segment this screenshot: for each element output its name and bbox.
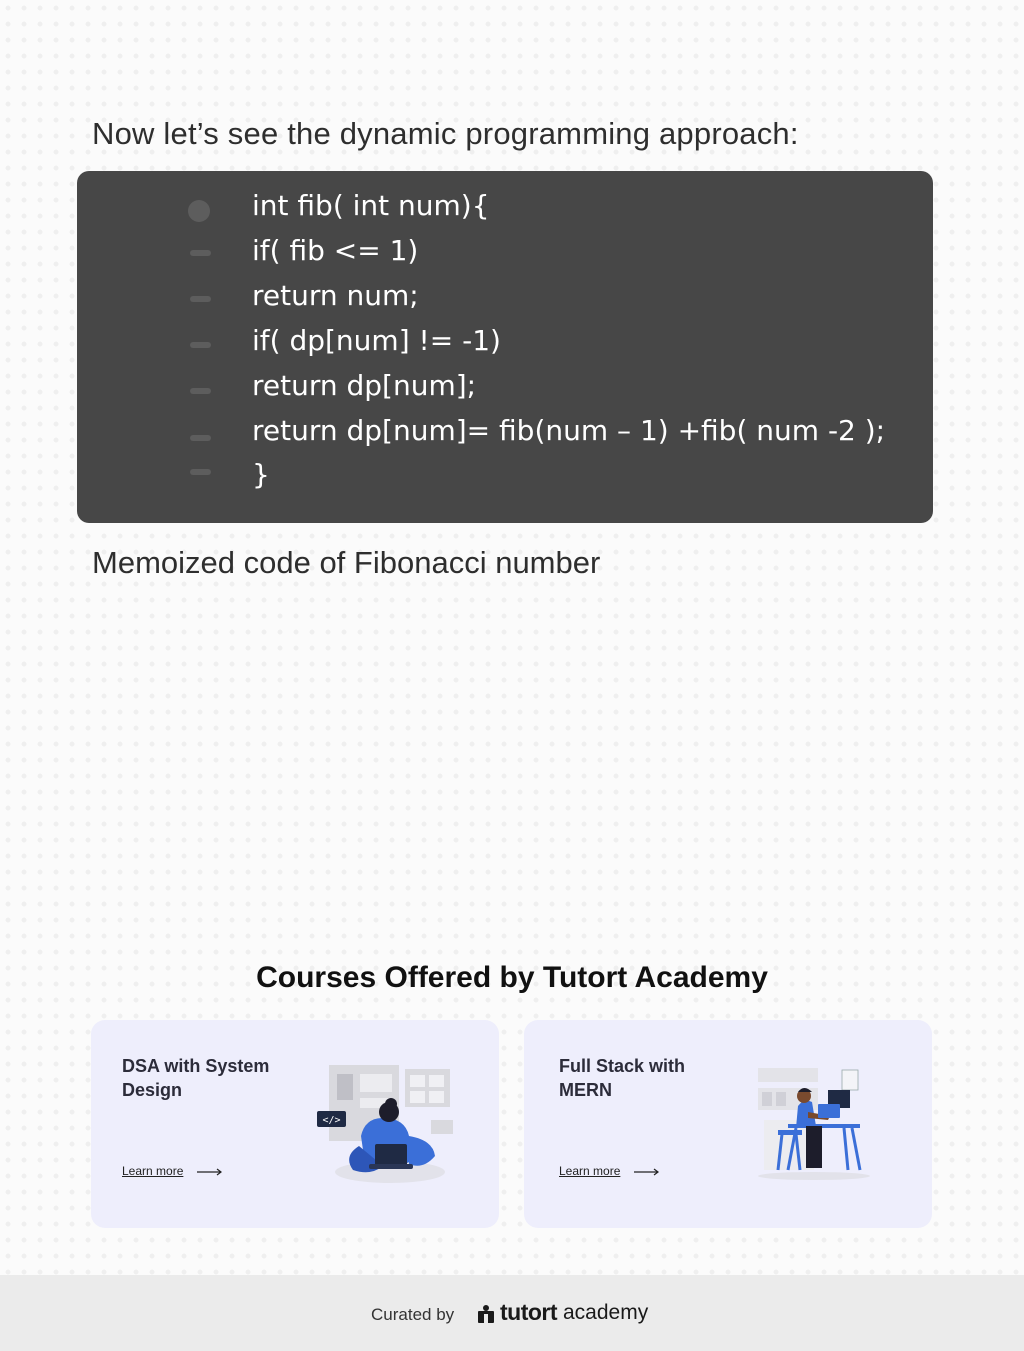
footer <box>0 1275 1024 1351</box>
gutter-dash-icon <box>190 435 211 441</box>
gutter-dash-icon <box>190 342 211 348</box>
arrow-right-icon <box>634 1168 660 1176</box>
section-heading: Now let’s see the dynamic programming approach: <box>92 116 799 151</box>
arrow-right-icon <box>197 1168 223 1176</box>
course-name: DSA with System Design <box>122 1056 270 1100</box>
developer-illustration-icon <box>313 1060 453 1186</box>
gutter-dash-icon <box>190 388 211 394</box>
learn-more-link[interactable]: Learn more <box>122 1164 184 1178</box>
gutter-circle-icon <box>188 200 210 222</box>
code-caption: Memoized code of Fibonacci number <box>92 545 601 580</box>
code-line: } <box>252 458 270 491</box>
code-line: return dp[num]= fib(num – 1) +fib( num -2 ); <box>252 414 886 447</box>
curated-by-label: Curated by <box>371 1305 455 1324</box>
course-name: Full Stack with MERN <box>559 1056 686 1100</box>
code-block <box>77 171 933 523</box>
learn-more-link[interactable]: Learn more <box>559 1164 621 1178</box>
code-line: return dp[num]; <box>252 369 477 402</box>
code-line: int fib( int num){ <box>252 189 490 222</box>
courses-title: Courses Offered by Tutort Academy <box>256 961 768 994</box>
brand-name: tutort <box>500 1299 558 1325</box>
code-line: return num; <box>252 279 419 312</box>
gutter-dash-icon <box>190 250 211 256</box>
gutter-dash-icon <box>190 296 211 302</box>
code-line: if( fib <= 1) <box>252 234 419 267</box>
code-line: if( dp[num] != -1) <box>252 324 501 357</box>
course-card-mern[interactable] <box>524 1020 932 1228</box>
desk-coder-illustration-icon <box>752 1064 872 1182</box>
brand-suffix: academy <box>563 1301 649 1324</box>
tutort-logo-icon <box>478 1305 494 1323</box>
gutter-dash-icon <box>190 469 211 475</box>
course-card-dsa[interactable] <box>91 1020 499 1228</box>
svg-text:</>: </> <box>322 1115 341 1126</box>
